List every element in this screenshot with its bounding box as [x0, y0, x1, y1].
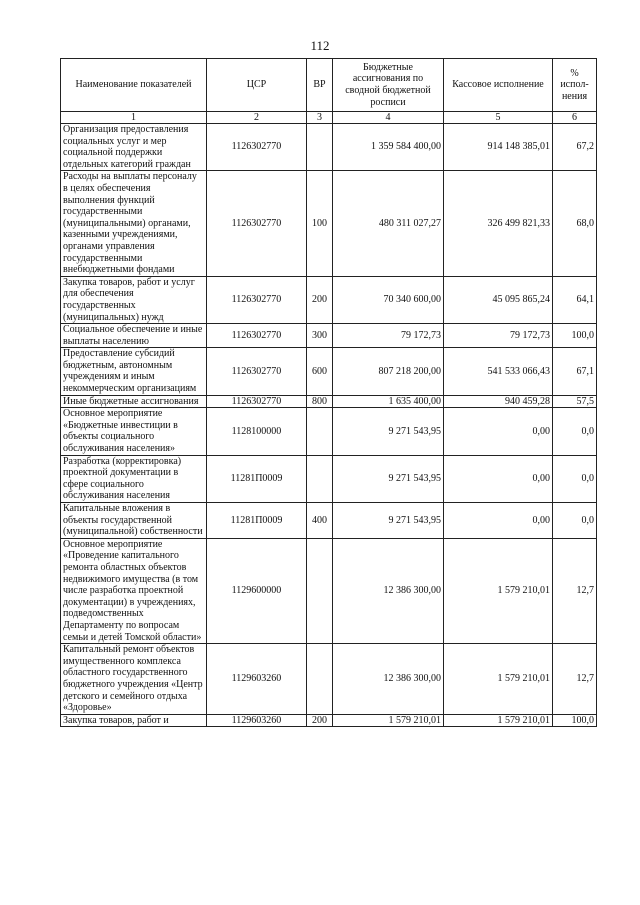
- row-name: Разработка (корректировка) проектной документации в сфере социального обслуживания населения: [61, 455, 207, 502]
- header-cash-execution: Кассовое исполнение: [444, 59, 553, 112]
- row-execution: 326 499 821,33: [444, 171, 553, 276]
- row-percent: 100,0: [553, 714, 597, 727]
- header-vr: ВР: [307, 59, 333, 112]
- row-percent: 67,1: [553, 348, 597, 395]
- table-row: [61, 455, 597, 502]
- page-number: 112: [310, 38, 330, 53]
- row-name: Капитальный ремонт объектов имущественного комплекса областного государственного бюджетного учреждения «Центр детского и семейного отдыха «Здоровье»: [61, 644, 207, 715]
- row-budget: 480 311 027,27: [333, 171, 444, 276]
- row-execution: 45 095 865,24: [444, 276, 553, 323]
- table-row: [61, 644, 597, 715]
- row-csr: 1126302770: [207, 348, 307, 395]
- row-name: Иные бюджетные ассигнования: [61, 395, 207, 408]
- table-row: [61, 324, 597, 348]
- row-vr: 300: [307, 324, 333, 348]
- row-budget: 12 386 300,00: [333, 538, 444, 643]
- row-budget: 9 271 543,95: [333, 503, 444, 539]
- row-budget: 9 271 543,95: [333, 408, 444, 455]
- header-execution-percent: % испол-нения: [553, 59, 597, 112]
- column-number-row: [61, 112, 597, 124]
- row-budget: 79 172,73: [333, 324, 444, 348]
- table-header-row: [61, 59, 597, 112]
- row-name: Социальное обеспечение и иные выплаты населению: [61, 324, 207, 348]
- row-vr: 800: [307, 395, 333, 408]
- row-vr: 200: [307, 714, 333, 727]
- row-percent: 0,0: [553, 408, 597, 455]
- row-execution: 79 172,73: [444, 324, 553, 348]
- row-budget: 1 579 210,01: [333, 714, 444, 727]
- row-csr: 1128100000: [207, 408, 307, 455]
- row-csr: 1126302770: [207, 171, 307, 276]
- row-execution: 1 579 210,01: [444, 538, 553, 643]
- row-execution: 914 148 385,01: [444, 124, 553, 171]
- table-row: [61, 171, 597, 276]
- row-vr: [307, 455, 333, 502]
- row-csr: 1126302770: [207, 395, 307, 408]
- row-csr: 1129603260: [207, 714, 307, 727]
- column-number: 5: [444, 112, 553, 124]
- row-execution: 0,00: [444, 408, 553, 455]
- row-budget: 1 635 400,00: [333, 395, 444, 408]
- row-vr: [307, 124, 333, 171]
- row-percent: 12,7: [553, 538, 597, 643]
- row-csr: 1129603260: [207, 644, 307, 715]
- row-percent: 12,7: [553, 644, 597, 715]
- row-name: Капитальные вложения в объекты государственной (муниципальной) собственности: [61, 503, 207, 539]
- row-vr: [307, 644, 333, 715]
- row-budget: 70 340 600,00: [333, 276, 444, 323]
- table-row: [61, 714, 597, 727]
- row-name: Расходы на выплаты персоналу в целях обеспечения выполнения функций государственными (муниципальными) органами, казенными учреждениями, органами управления государственными внебюджетными фондами: [61, 171, 207, 276]
- row-budget: 1 359 584 400,00: [333, 124, 444, 171]
- table-row: [61, 538, 597, 643]
- row-csr: 11281П0009: [207, 455, 307, 502]
- table-row: [61, 408, 597, 455]
- row-csr: 1126302770: [207, 276, 307, 323]
- table-row: [61, 276, 597, 323]
- row-budget: 12 386 300,00: [333, 644, 444, 715]
- row-name: Основное мероприятие «Проведение капитального ремонта областных объектов недвижимого имущества (в том числе разработка проектной документации) в учреждениях, подведомственных Департаменту по вопросам семьи и детей Томской области»: [61, 538, 207, 643]
- row-csr: 1126302770: [207, 324, 307, 348]
- row-vr: 100: [307, 171, 333, 276]
- row-vr: 200: [307, 276, 333, 323]
- row-vr: 600: [307, 348, 333, 395]
- row-name: Предоставление субсидий бюджетным, автономным учреждениям и иным некоммерческим организациям: [61, 348, 207, 395]
- header-indicator-name: Наименование показателей: [61, 59, 207, 112]
- column-number: 1: [61, 112, 207, 124]
- table-row: [61, 503, 597, 539]
- column-number: 6: [553, 112, 597, 124]
- row-name: Основное мероприятие «Бюджетные инвестиции в объекты социального обслуживания населения»: [61, 408, 207, 455]
- column-number: 4: [333, 112, 444, 124]
- row-budget: 807 218 200,00: [333, 348, 444, 395]
- row-budget: 9 271 543,95: [333, 455, 444, 502]
- row-execution: 0,00: [444, 503, 553, 539]
- row-vr: [307, 538, 333, 643]
- row-csr: 11281П0009: [207, 503, 307, 539]
- row-execution: 1 579 210,01: [444, 714, 553, 727]
- row-execution: 0,00: [444, 455, 553, 502]
- row-csr: 1129600000: [207, 538, 307, 643]
- header-budget-allocation: Бюджетные ассигнования по сводной бюджетной росписи: [333, 59, 444, 112]
- row-percent: 57,5: [553, 395, 597, 408]
- row-name: Закупка товаров, работ и услуг для обеспечения государственных (муниципальных) нужд: [61, 276, 207, 323]
- row-vr: [307, 408, 333, 455]
- row-percent: 100,0: [553, 324, 597, 348]
- column-number: 2: [207, 112, 307, 124]
- row-execution: 541 533 066,43: [444, 348, 553, 395]
- row-vr: 400: [307, 503, 333, 539]
- budget-execution-table: [60, 58, 597, 727]
- row-name: Организация предоставления социальных услуг и мер социальной поддержки отдельных категорий граждан: [61, 124, 207, 171]
- row-csr: 1126302770: [207, 124, 307, 171]
- table-row: [61, 348, 597, 395]
- row-name: Закупка товаров, работ и: [61, 714, 207, 727]
- header-csr: ЦСР: [207, 59, 307, 112]
- row-execution: 1 579 210,01: [444, 644, 553, 715]
- row-percent: 68,0: [553, 171, 597, 276]
- row-execution: 940 459,28: [444, 395, 553, 408]
- table-row: [61, 395, 597, 408]
- row-percent: 67,2: [553, 124, 597, 171]
- column-number: 3: [307, 112, 333, 124]
- row-percent: 0,0: [553, 455, 597, 502]
- row-percent: 64,1: [553, 276, 597, 323]
- table-row: [61, 124, 597, 171]
- row-percent: 0,0: [553, 503, 597, 539]
